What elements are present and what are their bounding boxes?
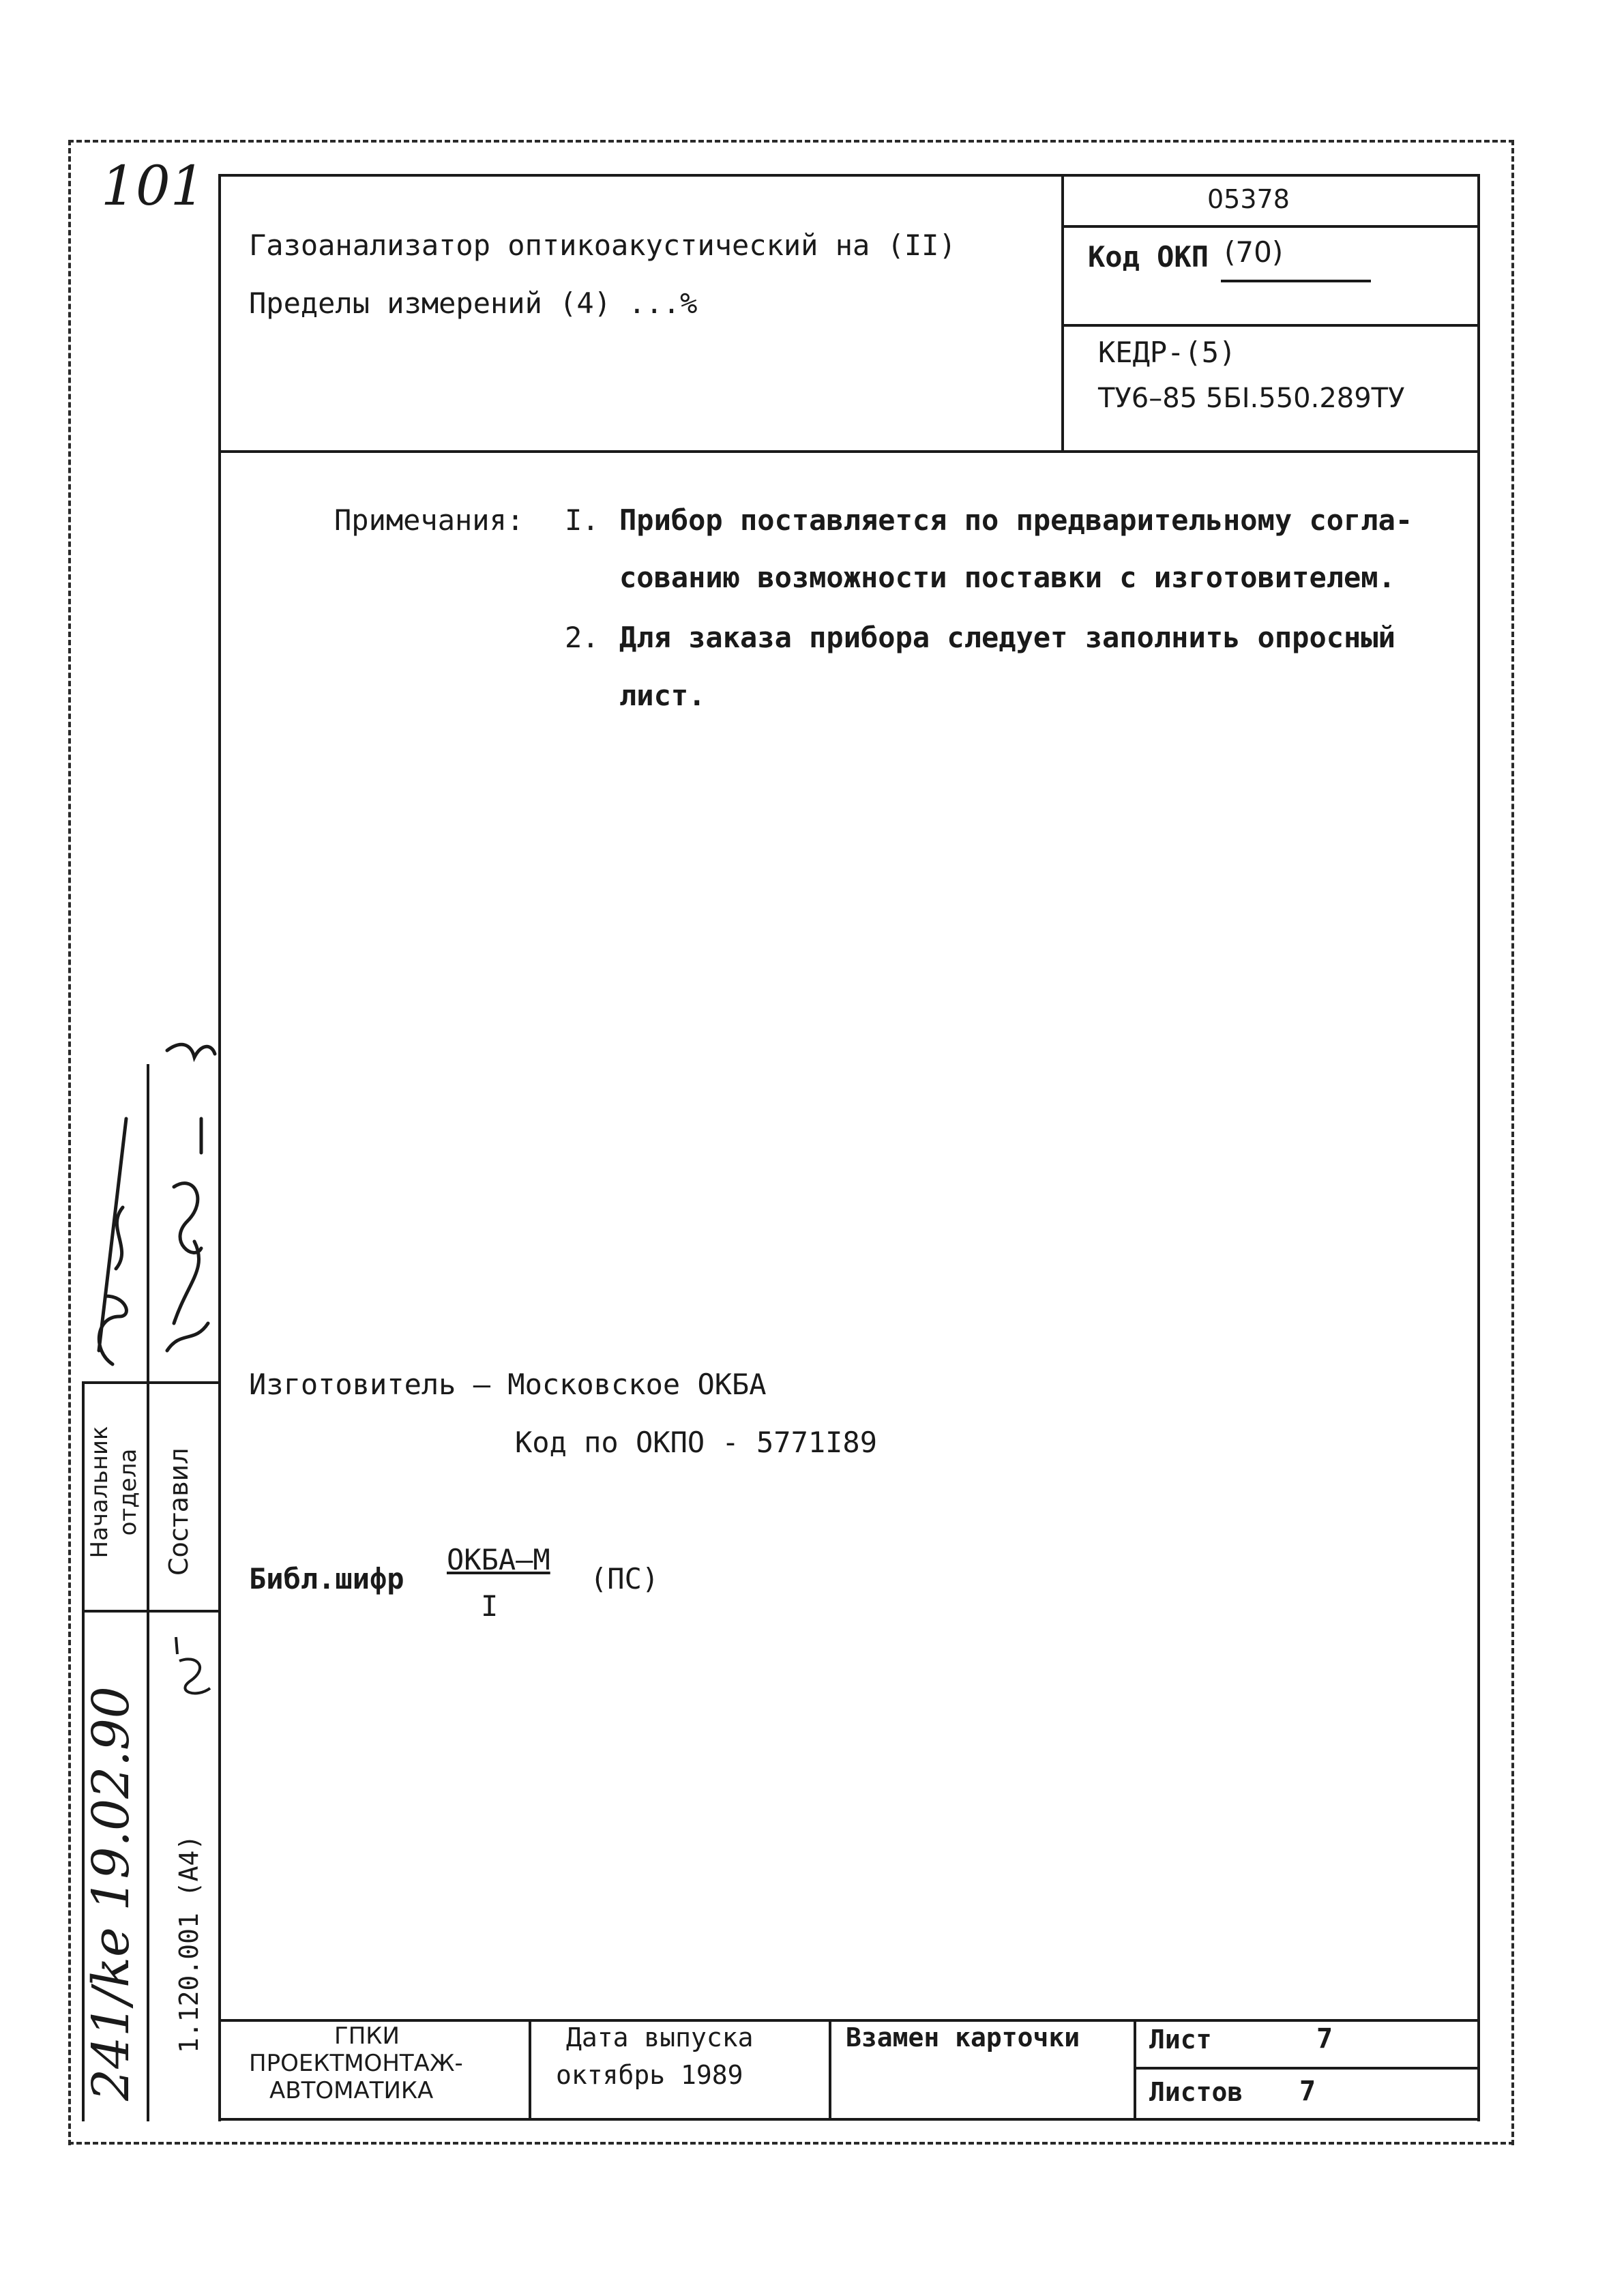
signature-compiler bbox=[153, 1037, 218, 1364]
sidebar-middle-line bbox=[147, 1064, 149, 2121]
tu-code: ТУ6–85 5БI.550.289ТУ bbox=[1098, 383, 1405, 414]
main-frame-left bbox=[218, 174, 221, 2121]
library-suffix: (ПС) bbox=[590, 1562, 660, 1595]
form-stamp: 1.120.001 (A4) bbox=[174, 1834, 204, 2053]
sidebar-top-line bbox=[82, 1381, 218, 1384]
org-line-1: ГПКИ bbox=[334, 2022, 400, 2050]
model-name: КЕДР-(5) bbox=[1098, 336, 1237, 369]
footer-right-mid-line bbox=[1134, 2067, 1480, 2070]
sidebar-bottom-line bbox=[82, 1610, 218, 1613]
footer-col-1 bbox=[529, 2019, 531, 2118]
header-top-line bbox=[218, 174, 1480, 177]
sheets-value: 7 bbox=[1299, 2076, 1316, 2107]
head-of-department-label: Начальник отдела bbox=[86, 1426, 142, 1559]
outer-frame-right bbox=[1511, 140, 1514, 2145]
okp-value: (70) bbox=[1224, 235, 1284, 269]
sheets-label: Листов bbox=[1149, 2077, 1243, 2107]
compiler-label: Составил bbox=[164, 1447, 194, 1576]
header-bottom-line bbox=[218, 450, 1480, 453]
handwritten-date: 241/ke 19.02.90 bbox=[82, 1686, 141, 2101]
header-divider bbox=[1061, 174, 1064, 450]
note-1-line1: Прибор поставляется по предварительному согла- bbox=[619, 503, 1413, 537]
note-2-line1: Для заказа прибора следует заполнить опросный bbox=[619, 621, 1395, 654]
main-frame-right bbox=[1477, 174, 1480, 2121]
library-label: Библ.шифр bbox=[249, 1562, 404, 1595]
library-numerator: ОКБА–М bbox=[447, 1543, 550, 1576]
org-line-3: АВТОМАТИКА bbox=[269, 2077, 434, 2104]
okpo-code: Код по ОКПО - 5771I89 bbox=[515, 1426, 878, 1459]
product-title: Газоанализатор оптикоакустический на (II) bbox=[249, 229, 956, 262]
manufacturer: Изготовитель – Московское ОКБА bbox=[249, 1368, 767, 1401]
note-2-number: 2. bbox=[565, 621, 600, 654]
note-1-line2: сованию возможности поставки с изготовителем. bbox=[619, 561, 1395, 594]
org-line-2: ПРОЕКТМОНТАЖ- bbox=[249, 2050, 463, 2077]
corner-number: 101 bbox=[101, 154, 205, 218]
initials-mark bbox=[169, 1634, 217, 1698]
footer-bottom-line bbox=[218, 2118, 1480, 2121]
outer-frame-top bbox=[68, 140, 1514, 143]
okp-label: Код ОКП bbox=[1088, 240, 1209, 274]
header-right-line-1 bbox=[1061, 225, 1480, 228]
signature-head bbox=[85, 1091, 147, 1378]
header-right-line-2 bbox=[1061, 324, 1480, 327]
notes-label: Примечания: bbox=[334, 503, 524, 537]
release-date-value: октябрь 1989 bbox=[556, 2060, 743, 2090]
sheet-value: 7 bbox=[1316, 2023, 1333, 2055]
release-date-label: Дата выпуска bbox=[566, 2022, 754, 2052]
measurement-range: Пределы измерений (4) ...% bbox=[249, 286, 698, 320]
footer-top-line bbox=[218, 2019, 1480, 2022]
note-1-number: I. bbox=[565, 503, 600, 537]
card-number: 05378 bbox=[1207, 184, 1290, 214]
sheet-label: Лист bbox=[1149, 2025, 1212, 2055]
footer-col-2 bbox=[829, 2019, 831, 2118]
footer-col-3 bbox=[1134, 2019, 1136, 2118]
replaces-card-label: Взамен карточки bbox=[846, 2022, 1080, 2052]
okp-underline bbox=[1221, 280, 1371, 282]
note-2-line2: лист. bbox=[619, 679, 706, 712]
outer-frame-bottom bbox=[68, 2142, 1514, 2145]
outer-frame-left bbox=[68, 140, 71, 2145]
library-denominator: I bbox=[481, 1589, 499, 1623]
